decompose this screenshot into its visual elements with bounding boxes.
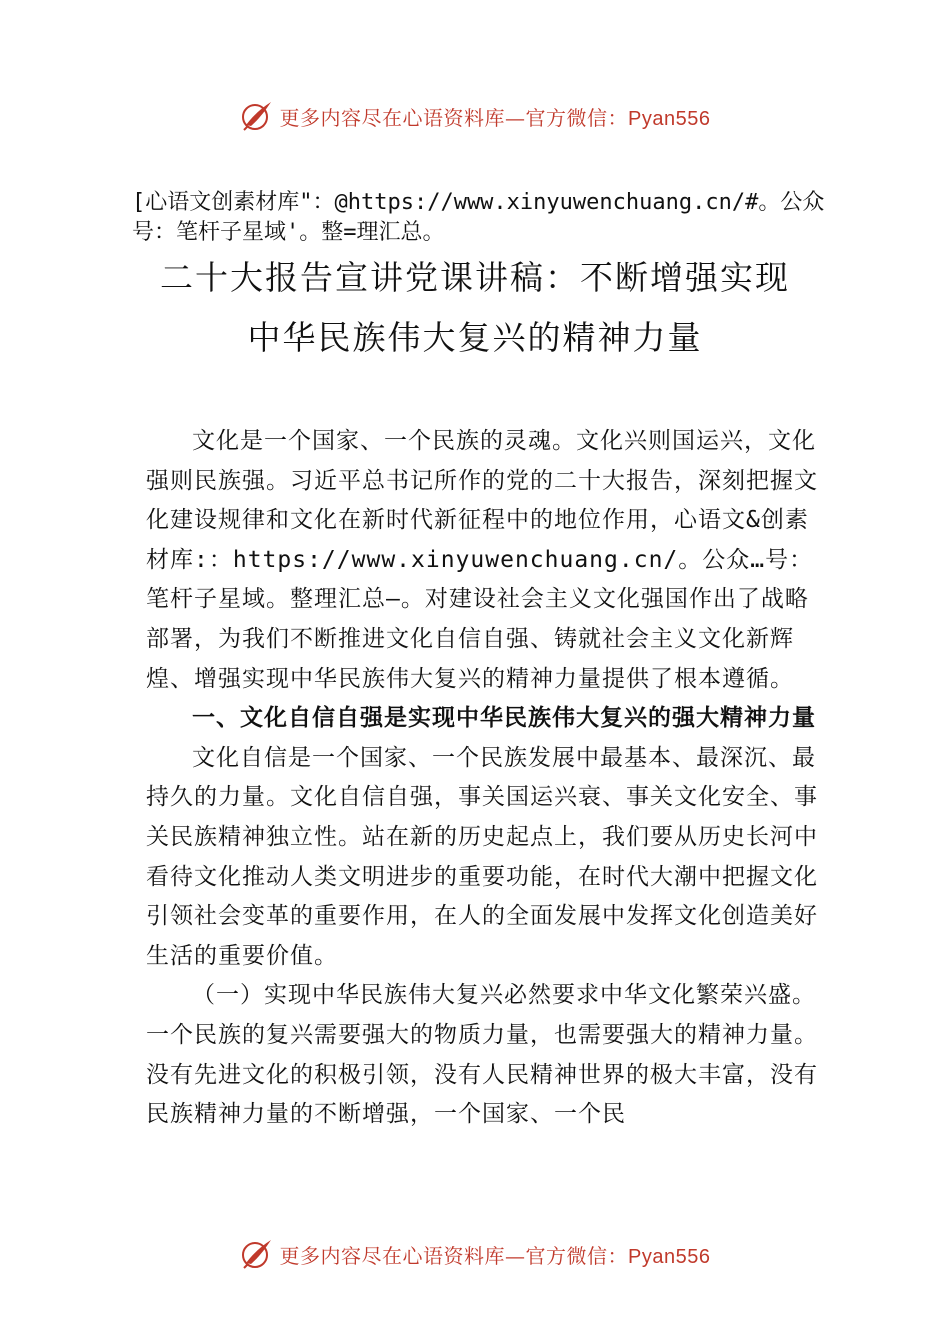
paragraph-intro: 文化是一个国家、一个民族的灵魂。文化兴则国运兴，文化强则民族强。习近平总书记所作的党的二十大报告，深刻把握文化建设规律和文化在新时代新征程中的地位作用，心语文&创素材库:：https://www.xinyuwenchuang.cn/。公众…号：笔杆子星域。整理汇总—。对建设社会主义文化强国作出了战略部署，为我们不断推进文化自信自强、铸就社会主义文化新辉煌、增强实现中华民族伟大复兴的精神力量提供了根本遵循。 xyxy=(146,428,818,692)
header-watermark xyxy=(0,96,950,136)
watermark-text: 更多内容尽在心语资料库—官方微信：Pyan556 xyxy=(279,105,711,130)
section-heading-1: 一、文化自信自强是实现中华民族伟大复兴的强大精神力量 xyxy=(192,705,816,732)
paragraph-subsection-1: （一）实现中华民族伟大复兴必然要求中华文化繁荣兴盛。一个民族的复兴需要强大的物质力量，也需要强大的精神力量。没有先进文化的积极引领，没有人民精神世界的极大丰富，没有民族精神力量的不断增强，一个国家、一个民 xyxy=(146,982,818,1128)
footer-watermark xyxy=(0,1234,950,1274)
title-line-1: 二十大报告宣讲党课讲稿：不断增强实现 xyxy=(160,258,790,297)
paragraph-section-1: 文化自信是一个国家、一个民族发展中最基本、最深沉、最持久的力量。文化自信自强，事关国运兴衰、事关文化安全、事关民族精神独立性。站在新的历史起点上，我们要从历史长河中看待文化推动人类文明进步的重要功能，在时代大潮中把握文化引领社会变革的重要作用，在人的全面发展中发挥文化创造美好生活的重要价值。 xyxy=(146,744,818,969)
quill-pen-logo-icon xyxy=(240,1237,274,1271)
document-title xyxy=(140,248,810,368)
watermark-text: 更多内容尽在心语资料库—官方微信：Pyan556 xyxy=(279,1243,711,1268)
title-line-2: 中华民族伟大复兴的精神力量 xyxy=(247,318,703,357)
document-body xyxy=(146,422,818,1135)
quill-pen-logo-icon xyxy=(240,99,274,133)
source-notice: [心语文创素材库"：@https://www.xinyuwenchuang.cn/#。公众号：笔杆子星域'。整=理汇总。 xyxy=(132,190,825,245)
